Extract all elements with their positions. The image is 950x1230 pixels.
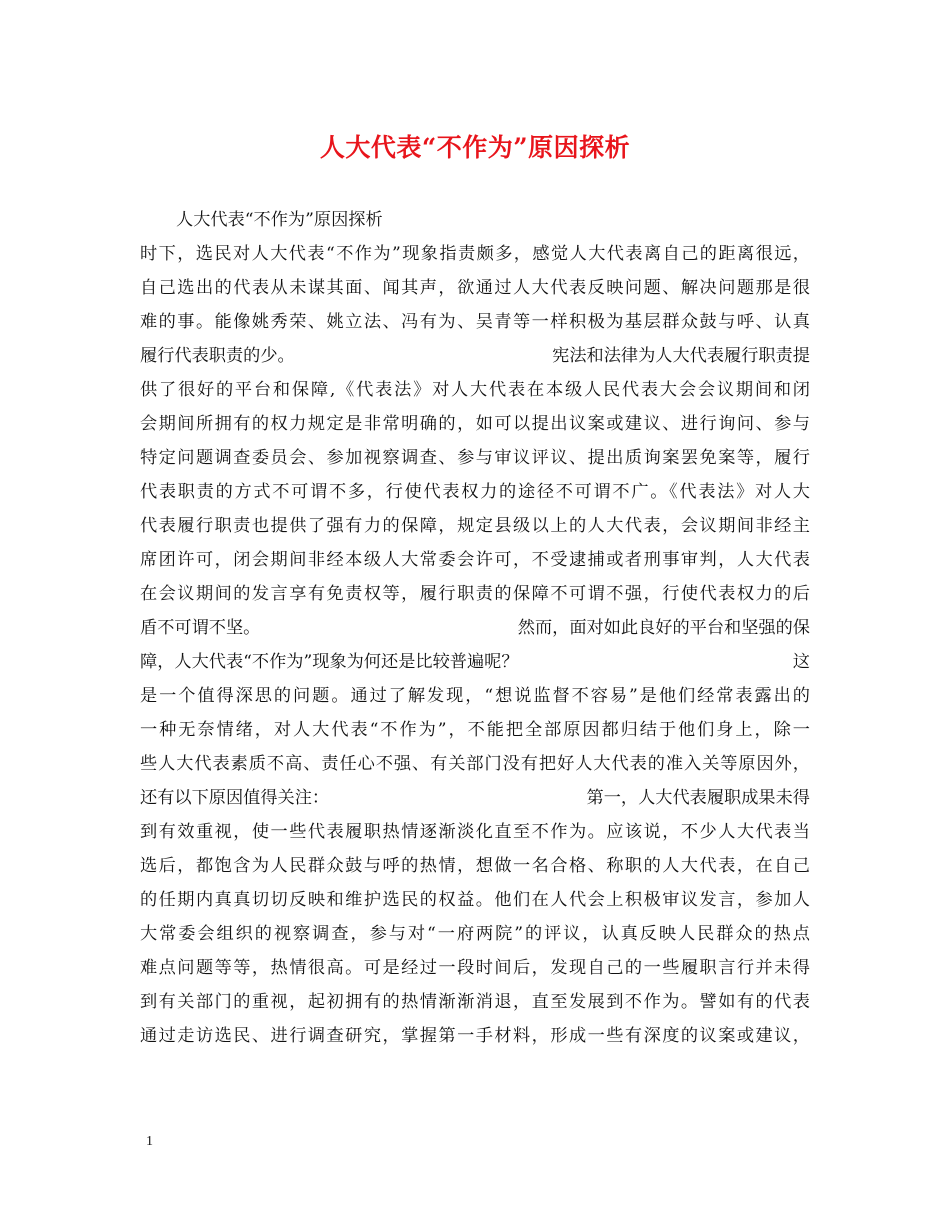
text-line: 些人大代表素质不高、责任心不强、有关部门没有把好人大代表的准入关等原因外， (140, 754, 810, 774)
text-line: 会期间所拥有的权力规定是非常明确的，如可以提出议案或建议、进行询问、参与 (140, 414, 810, 434)
text-line: 通过走访选民、进行调查研究，掌握第一手材料，形成一些有深度的议案或建议， (140, 1026, 810, 1046)
text-line: 大常委会组织的视察调查，参与对“一府两院”的评议，认真反映人民群众的热点 (140, 924, 810, 944)
text-segment: 第一，人大代表履职成果未得 (586, 788, 810, 808)
document-title: 人大代表“不作为”原因探析 (319, 133, 631, 162)
text-line: 选后，都饱含为人民群众鼓与呼的热情，想做一名合格、称职的人大代表，在自己 (140, 856, 810, 876)
text-line: 到有效重视，使一些代表履职热情逐渐淡化直至不作为。应该说，不少人大代表当 (140, 822, 810, 842)
text-line (140, 645, 810, 679)
document-body (140, 203, 810, 1053)
text-line: 在会议期间的发言享有免责权等，履行职责的保障不可谓不强，行使代表权力的后 (140, 584, 810, 604)
text-segment: 盾不可谓不坚。 (140, 618, 261, 638)
text-line: 自己选出的代表从未谋其面、闻其声，欲通过人大代表反映问题、解决问题那是很 (140, 278, 810, 298)
text-line (140, 611, 810, 645)
text-line: 席团许可，闭会期间非经本级人大常委会许可，不受逮捕或者刑事审判，人大代表 (140, 550, 810, 570)
text-segment: 然而，面对如此良好的平台和坚强的保 (517, 618, 810, 638)
text-line: 代表履行职责也提供了强有力的保障，规定县级以上的人大代表，会议期间非经主 (140, 516, 810, 536)
text-line: 难的事。能像姚秀荣、姚立法、冯有为、吴青等一样积极为基层群众鼓与呼、认真 (140, 312, 810, 332)
text-line: 一种无奈情绪，对人大代表“不作为”，不能把全部原因都归结于他们身上，除一 (140, 720, 810, 740)
text-segment: 还有以下原因值得关注： (140, 788, 330, 808)
text-segment: 宪法和法律为人大代表履行职责提 (552, 346, 810, 366)
text-line: 时下，选民对人大代表“不作为”现象指责颇多，感觉人大代表离自己的距离很远， (140, 244, 810, 264)
page-number: 1 (146, 1134, 153, 1149)
text-line (140, 781, 810, 815)
text-line (140, 339, 810, 373)
text-segment: 这 (792, 652, 810, 672)
text-line: 特定问题调查委员会、参加视察调查、参与审议评议、提出质询案罢免案等，履行 (140, 448, 810, 468)
text-line: 供了很好的平台和保障,《代表法》对人大代表在本级人民代表大会会议期间和闭 (140, 380, 810, 400)
text-line: 到有关部门的重视，起初拥有的热情渐渐消退，直至发展到不作为。譬如有的代表 (140, 992, 810, 1012)
document-subtitle: 人大代表“不作为”原因探析 (176, 210, 383, 230)
text-line: 代表职责的方式不可谓不多，行使代表权力的途径不可谓不广。《代表法》对人大 (140, 482, 810, 502)
text-segment: 障，人大代表“不作为”现象为何还是比较普遍呢？ (140, 652, 519, 672)
text-line: 的任期内真真切切反映和维护选民的权益。他们在人代会上积极审议发言，参加人 (140, 890, 810, 910)
text-segment: 履行代表职责的少。 (140, 346, 295, 366)
text-line: 是一个值得深思的问题。通过了解发现，“想说监督不容易”是他们经常表露出的 (140, 686, 810, 706)
text-line: 难点问题等等，热情很高。可是经过一段时间后，发现自己的一些履职言行并未得 (140, 958, 810, 978)
